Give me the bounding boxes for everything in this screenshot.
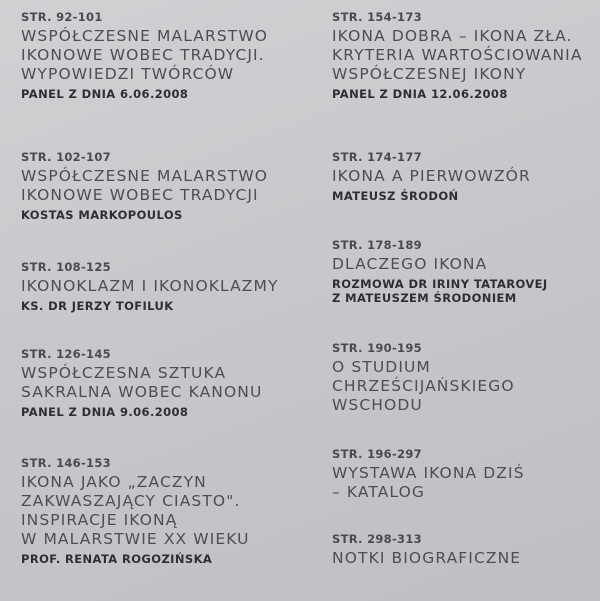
page-range: STR. 174-177 xyxy=(332,150,422,164)
toc-entry xyxy=(332,447,525,502)
page-range: STR. 126-145 xyxy=(21,347,111,361)
author-line: PANEL Z DNIA 6.06.2008 xyxy=(21,87,189,101)
toc-entry xyxy=(21,260,279,313)
title-line: CHRZEŚCIJAŃSKIEGO xyxy=(332,377,515,395)
title-line: IKONOKLAZM I IKONOKLAZMY xyxy=(21,277,279,295)
title-line: WSPÓŁCZESNEJ IKONY xyxy=(332,65,527,83)
page-range: STR. 92-101 xyxy=(21,10,103,24)
title-line: – KATALOG xyxy=(332,483,426,501)
entry-author xyxy=(21,405,262,419)
entry-author xyxy=(21,552,250,566)
entry-author xyxy=(21,87,268,101)
toc-entry xyxy=(21,150,268,222)
page-range: STR. 146-153 xyxy=(21,456,111,470)
author-line: KS. DR JERZY TOFILUK xyxy=(21,299,174,313)
entry-author xyxy=(332,189,531,203)
author-line: KOSTAS MARKOPOULOS xyxy=(21,208,183,222)
title-line: IKONOWE WOBEC TRADYCJI. xyxy=(21,46,265,64)
page-range: STR. 196-297 xyxy=(332,447,422,461)
page-range: STR. 102-107 xyxy=(21,150,111,164)
toc-entry xyxy=(21,347,262,419)
title-line: WYPOWIEDZI TWÓRCÓW xyxy=(21,65,235,83)
toc-entry xyxy=(21,10,268,101)
title-line: WSPÓŁCZESNE MALARSTWO xyxy=(21,27,269,45)
author-line: PROF. RENATA ROGOZIŃSKA xyxy=(21,552,213,566)
author-line: PANEL Z DNIA 9.06.2008 xyxy=(21,405,189,419)
entry-title xyxy=(332,358,515,415)
author-line: Z MATEUSZEM ŚRODONIEM xyxy=(332,291,517,305)
toc-entry xyxy=(21,456,250,566)
title-line: IKONOWE WOBEC TRADYCJI xyxy=(21,186,259,204)
toc-entry xyxy=(332,10,583,101)
page-range: STR. 154-173 xyxy=(332,10,422,24)
title-line: O STUDIUM xyxy=(332,358,431,376)
title-line: NOTKI BIOGRAFICZNE xyxy=(332,549,522,567)
entry-title xyxy=(332,167,531,186)
toc-entry xyxy=(332,341,515,415)
title-line: IKONA JAKO „ZACZYN xyxy=(21,473,207,491)
title-line: WSCHODU xyxy=(332,396,423,414)
entry-author xyxy=(21,299,279,313)
title-line: WYSTAWA IKONA DZIŚ xyxy=(332,464,525,482)
page-range: STR. 190-195 xyxy=(332,341,422,355)
author-line: MATEUSZ ŚRODOŃ xyxy=(332,189,459,203)
toc-entry xyxy=(332,238,548,305)
title-line: ZAKWASZAJĄCY CIASTO". xyxy=(21,492,241,510)
entry-title xyxy=(21,473,250,549)
entry-author xyxy=(332,277,548,305)
title-line: IKONA A PIERWOWZÓR xyxy=(332,167,531,185)
author-line: PANEL Z DNIA 12.06.2008 xyxy=(332,87,508,101)
entry-title xyxy=(332,464,525,502)
entry-title xyxy=(332,27,583,84)
title-line: WSPÓŁCZESNA SZTUKA xyxy=(21,364,227,382)
page-range: STR. 108-125 xyxy=(21,260,111,274)
title-line: WSPÓŁCZESNE MALARSTWO xyxy=(21,167,269,185)
title-line: INSPIRACJE IKONĄ xyxy=(21,511,178,529)
toc-entry xyxy=(332,150,531,203)
entry-title xyxy=(332,549,521,568)
entry-title xyxy=(21,364,262,402)
author-line: ROZMOWA DR IRINY TATAROVEJ xyxy=(332,277,548,291)
entry-author xyxy=(21,208,268,222)
page-range: STR. 178-189 xyxy=(332,238,422,252)
entry-title xyxy=(21,27,268,84)
title-line: KRYTERIA WARTOŚCIOWANIA xyxy=(332,46,583,64)
title-line: DLACZEGO IKONA xyxy=(332,255,488,273)
entry-title xyxy=(21,277,279,296)
title-line: IKONA DOBRA – IKONA ZŁA. xyxy=(332,27,573,45)
entry-title xyxy=(21,167,268,205)
page-range: STR. 298-313 xyxy=(332,532,422,546)
title-line: SAKRALNA WOBEC KANONU xyxy=(21,383,263,401)
title-line: W MALARSTWIE XX WIEKU xyxy=(21,530,250,548)
toc-entry xyxy=(332,532,521,568)
entry-author xyxy=(332,87,583,101)
entry-title xyxy=(332,255,548,274)
